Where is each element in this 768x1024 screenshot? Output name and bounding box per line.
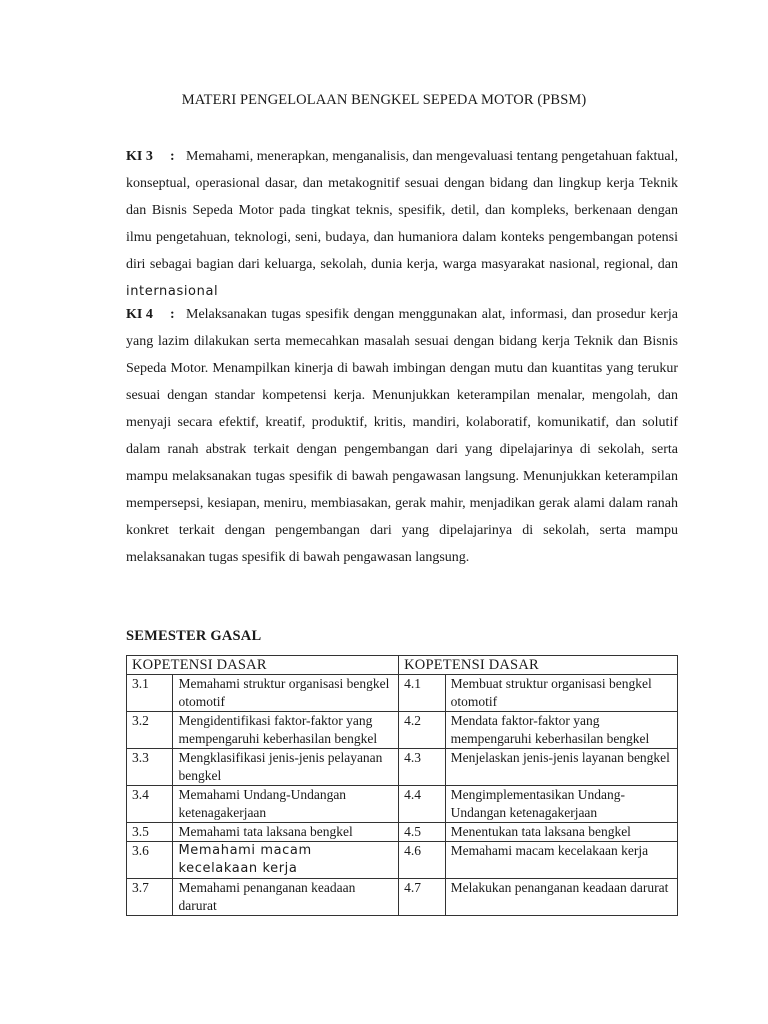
ki3-paragraph — [126, 143, 678, 305]
table-header-left: KOPETENSI DASAR — [127, 656, 399, 675]
kd3-text: Mengklasifikasi jenis-jenis pelayanan bengkel — [173, 749, 399, 786]
kd3-number: 3.4 — [127, 786, 173, 823]
kd3-text: Mengidentifikasi faktor-faktor yang mempengaruhi keberhasilan bengkel — [173, 712, 399, 749]
ki3-label: KI 3 — [126, 149, 153, 164]
table-row — [127, 749, 678, 786]
ki3-text-tail: internasional — [126, 284, 219, 299]
ki4-colon: : — [170, 307, 175, 322]
ki4-text: Melaksanakan tugas spesifik dengan menggunakan alat, informasi, dan prosedur kerja yang lazim dilakukan serta memecahkan masalah sesuai dengan bidang kerja Teknik dan Bisnis Sepeda Motor. Menampilkan kinerja di bawah imbingan dengan mutu dan kuantitas yang terukur sesuai dengan standar kompetensi kerja. Menunjukkan keterampilan menalar, mengolah, dan menyaji secara efektif, kreatif, produktif, kritis, mandiri, kolaboratif, komunikatif, dan solutif dalam ranah abstrak terkait dengan pengembangan dari yang dipelajarinya di sekolah, serta mampu melaksanakan tugas spesifik di bawah pengawasan langsung. Menunjukkan keterampilan mempersepsi, kesiapan, meniru, membiasakan, gerak mahir, menjadikan gerak alami dalam ranah konkret terkait dengan pengembangan dari yang dipelajarinya di sekolah, serta mampu melaksanakan tugas spesifik di bawah pengawasan langsung. — [126, 307, 678, 565]
table-row — [127, 823, 678, 842]
document-title: MATERI PENGELOLAAN BENGKEL SEPEDA MOTOR (PBSM) — [181, 92, 587, 108]
kd4-text: Mengimplementasikan Undang-Undangan ketenagakerjaan — [445, 786, 677, 823]
kd4-number: 4.7 — [399, 879, 445, 916]
table-header-right: KOPETENSI DASAR — [399, 656, 678, 675]
kd3-text: Memahami penanganan keadaan darurat — [173, 879, 399, 916]
kd3-number: 3.2 — [127, 712, 173, 749]
ki4-paragraph — [126, 301, 678, 571]
kd3-number: 3.5 — [127, 823, 173, 842]
ki3-text: Memahami, menerapkan, menganalisis, dan mengevaluasi tentang pengetahuan faktual, konseptual, operasional dasar, dan metakognitif sesuai dengan bidang dan lingkup kerja Teknik dan Bisnis Sepeda Motor pada tingkat teknis, spesifik, detil, dan kompleks, berkenaan dengan ilmu pengetahuan, teknologi, seni, budaya, dan humaniora dalam konteks pengembangan potensi diri sebagai bagian dari keluarga, sekolah, dunia kerja, warga masyarakat nasional, regional, dan — [126, 149, 678, 272]
kd4-text: Memahami macam kecelakaan kerja — [445, 842, 677, 879]
kd3-number: 3.7 — [127, 879, 173, 916]
kd4-text: Membuat struktur organisasi bengkel otomotif — [445, 675, 677, 712]
kd4-text: Melakukan penanganan keadaan darurat — [445, 879, 677, 916]
kd4-text: Menentukan tata laksana bengkel — [445, 823, 677, 842]
kd4-number: 4.2 — [399, 712, 445, 749]
kd4-number: 4.3 — [399, 749, 445, 786]
table-row — [127, 675, 678, 712]
kd3-number: 3.6 — [127, 842, 173, 879]
kd4-text: Mendata faktor-faktor yang mempengaruhi keberhasilan bengkel — [445, 712, 677, 749]
table-row — [127, 842, 678, 879]
kd4-number: 4.4 — [399, 786, 445, 823]
ki3-colon: : — [170, 149, 175, 164]
kd3-number: 3.3 — [127, 749, 173, 786]
kd3-number: 3.1 — [127, 675, 173, 712]
table-row — [127, 712, 678, 749]
kd4-number: 4.6 — [399, 842, 445, 879]
semester-heading: SEMESTER GASAL — [126, 628, 262, 644]
ki4-label: KI 4 — [126, 307, 153, 322]
table-row — [127, 879, 678, 916]
kd3-text: Memahami macam kecelakaan kerja — [173, 842, 399, 879]
table-header-row — [127, 656, 678, 675]
kd4-number: 4.1 — [399, 675, 445, 712]
kd3-text: Memahami Undang-Undangan ketenagakerjaan — [173, 786, 399, 823]
kompetensi-table — [126, 655, 678, 916]
kd4-number: 4.5 — [399, 823, 445, 842]
table-row — [127, 786, 678, 823]
kd3-text: Memahami tata laksana bengkel — [173, 823, 399, 842]
kd3-text: Memahami struktur organisasi bengkel otomotif — [173, 675, 399, 712]
kd4-text: Menjelaskan jenis-jenis layanan bengkel — [445, 749, 677, 786]
